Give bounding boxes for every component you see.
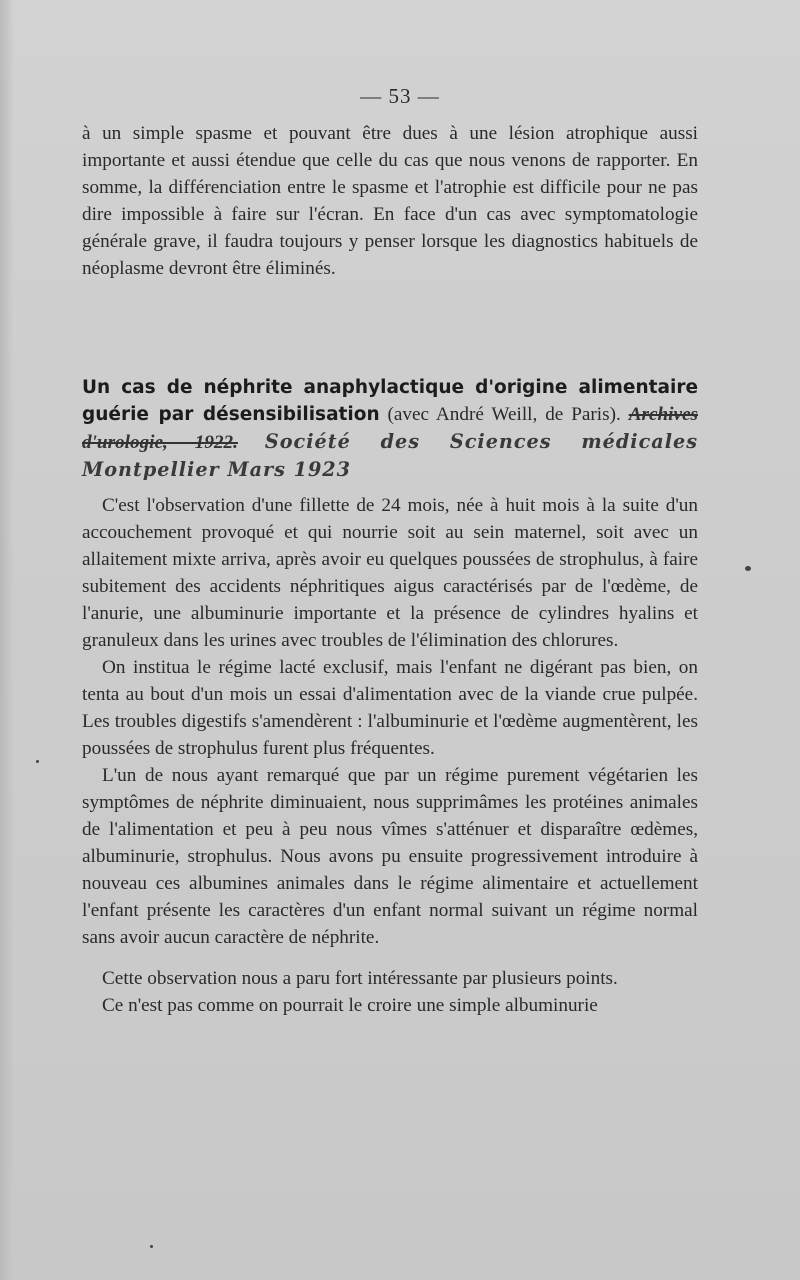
body-paragraph-5: Ce n'est pas comme on pourrait le croire une simple albuminurie <box>102 995 598 1016</box>
struck-reference: Archives d'urologie, 1922. <box>82 404 698 453</box>
ink-speck <box>150 1245 153 1248</box>
body-paragraph-4: Cette observation nous a paru fort intéressante par plusieurs points. <box>102 968 618 989</box>
article-author-note: (avec André Weill, de Paris). <box>387 404 621 425</box>
page-edge-shadow <box>0 0 14 1280</box>
ink-speck <box>745 566 751 571</box>
ink-speck <box>36 760 39 763</box>
handwritten-annotation: Société des Sciences médicales Montpellier Mars 1923 <box>82 430 699 481</box>
body-paragraph-3: L'un de nous ayant remarqué que par un régime purement végétarien les symptômes de néphrite diminuaient, nous supprimâmes les protéines animales de l'alimentation et peu à peu nous vîmes s'atténuer et disparaître œdèmes, albuminurie, strophulus. Nous avons pu ensuite progressivement introduire à nouveau ces albumines animales dans le régime alimentaire et actuellement l'enfant présente les caractères d'un enfant normal suivant un régime normal sans avoir aucun caractère de néphrite. <box>82 765 698 948</box>
article-body <box>82 492 698 1019</box>
top-paragraph: à un simple spasme et pouvant être dues à une lésion atrophique aussi importante et aussi étendue que celle du cas que nous venons de rapporter. En somme, la différenciation entre le spasme et l'atrophie est difficile pour ne pas dire impossible à faire sur l'écran. En face d'un cas avec symptomatologie générale grave, il faudra toujours y penser lorsque les diagnostics habituels de néoplasme devront être éliminés. <box>82 123 698 279</box>
body-paragraph-2: On institua le régime lacté exclusif, mais l'enfant ne digérant pas bien, on tenta au bout d'un mois un essai d'alimentation avec de la viande crue pulpée. Les troubles digestifs s'amendèrent : l'albuminurie et l'œdème augmentèrent, les poussées de strophulus furent plus fréquentes. <box>82 657 698 759</box>
top-paragraph-block <box>82 120 698 282</box>
body-paragraph-1: C'est l'observation d'une fillette de 24 mois, née à huit mois à la suite d'un accouchement provoqué et qui nourrie soit au sein maternel, soit avec un allaitement mixte arriva, après avoir eu quelques poussées de strophulus, à faire subitement des accidents néphritiques aigus caractérisés par de l'œdème, de l'anurie, une albuminurie importante et la présence de cylindres hyalins et granuleux dans les urines avec troubles de l'élimination des chlorures. <box>82 495 698 651</box>
page-number: — 53 — <box>360 84 440 108</box>
article-heading <box>82 374 698 484</box>
article-title: Un cas de néphrite anaphylactique d'origine alimentaire guérie par désensibilisation <box>82 377 698 425</box>
